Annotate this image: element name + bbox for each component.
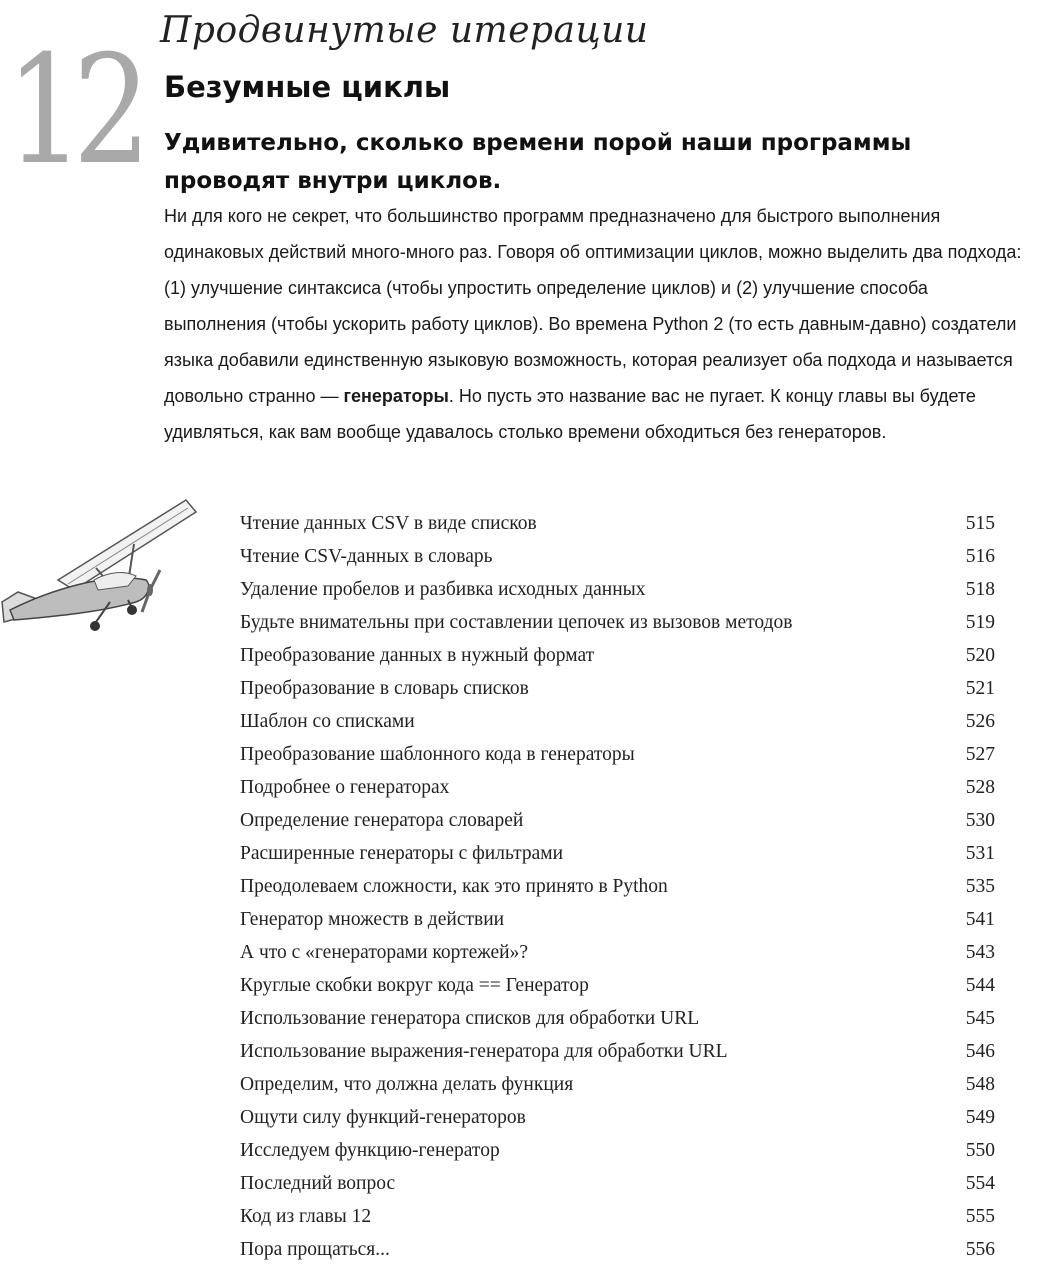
toc-entry[interactable]	[240, 837, 1000, 870]
toc-entry[interactable]	[240, 1002, 1000, 1035]
toc-entry-title: Использование генератора списков для обработки URL	[240, 1007, 700, 1029]
chapter-number: 12	[6, 24, 140, 198]
toc-entry-page: 526	[965, 710, 995, 732]
toc-entry[interactable]	[240, 1200, 1000, 1233]
toc-entry[interactable]	[240, 870, 1000, 903]
toc-entry-page: 521	[965, 677, 995, 699]
toc-entry[interactable]	[240, 1134, 1000, 1167]
toc-entry-page: 530	[965, 809, 995, 831]
toc-entry[interactable]	[240, 1233, 1000, 1266]
toc-entry-title: Генератор множеств в действии	[240, 908, 505, 930]
toc-entry[interactable]	[240, 1035, 1000, 1068]
toc-entry[interactable]	[240, 804, 1000, 837]
intro-bold-term: генераторы	[343, 386, 449, 406]
toc-entry-title: Чтение данных CSV в виде списков	[240, 512, 537, 534]
toc-entry[interactable]	[240, 705, 1000, 738]
toc-entry-page: 554	[965, 1172, 995, 1194]
toc-entry-page: 535	[965, 875, 995, 897]
toc-entry-title: Преобразование шаблонного кода в генераторы	[240, 743, 635, 765]
toc-entry[interactable]	[240, 639, 1000, 672]
toc-entry[interactable]	[240, 936, 1000, 969]
toc-entry-page: 528	[965, 776, 995, 798]
toc-entry-page: 519	[965, 611, 995, 633]
toc-entry-title: А что с «генераторами кортежей»?	[240, 941, 529, 963]
toc-entry[interactable]	[240, 903, 1000, 936]
toc-entry-title: Код из главы 12	[240, 1205, 372, 1227]
toc-entry-title: Чтение CSV-данных в словарь	[240, 545, 493, 567]
toc-entry-page: 556	[965, 1238, 995, 1260]
toc-entry-page: 544	[965, 974, 995, 996]
toc-entry-page: 531	[965, 842, 995, 864]
toc-entry[interactable]	[240, 672, 1000, 705]
toc-entry-title: Удаление пробелов и разбивка исходных данных	[240, 578, 646, 600]
toc-entry-page: 550	[965, 1139, 995, 1161]
toc-entry[interactable]	[240, 1068, 1000, 1101]
toc-entry-title: Будьте внимательны при составлении цепочек из вызовов методов	[240, 611, 793, 633]
toc-entry[interactable]	[240, 606, 1000, 639]
toc-entry-page: 546	[965, 1040, 995, 1062]
toc-entry-title: Преодолеваем сложности, как это принято в Python	[240, 875, 668, 897]
intro-text-end: . Но пусть это название вас не пугает. К концу главы вы будете удивляться, как вам вообще удавалось столько времени обходиться без генераторов.	[164, 386, 976, 442]
chapter-subtitle: Удивительно, сколько времени порой наши программы проводят внутри циклов.	[164, 130, 912, 194]
toc-entry-page: 518	[965, 578, 995, 600]
toc-entry-title: Преобразование в словарь списков	[240, 677, 529, 699]
intro-text: Ни для кого не секрет, что большинство программ предназначено для быстрого выполнения одинаковых действий много-много раз. Говоря об оптимизации циклов, можно выделить два подхода: (1) улучшение синтаксиса (чтобы упростить определение циклов) и (2) улучшение способа выполнения (чтобы ускорить работу циклов). Во времена Python 2 (то есть давным-давно) создатели языка добавили единственную языковую возможность, которая реализует оба подхода и называется довольно странно —	[164, 206, 1022, 406]
toc-entry[interactable]	[240, 1101, 1000, 1134]
toc-entry-page: 520	[965, 644, 995, 666]
chapter-title: Безумные циклы	[164, 70, 451, 104]
toc-entry[interactable]	[240, 540, 1000, 573]
toc-entry-page: 516	[965, 545, 995, 567]
toc-entry-title: Шаблон со списками	[240, 710, 415, 732]
toc-entry-page: 527	[965, 743, 995, 765]
toc-entry[interactable]	[240, 738, 1000, 771]
toc-entry-page: 541	[965, 908, 995, 930]
chapter-label: Продвинутые итерации	[160, 10, 649, 51]
airplane-illustration	[0, 498, 200, 648]
toc-entry-title: Последний вопрос	[240, 1172, 396, 1194]
toc-entry-page: 549	[965, 1106, 995, 1128]
toc-entry[interactable]	[240, 771, 1000, 804]
toc-entry[interactable]	[240, 1167, 1000, 1200]
toc-entry-title: Пора прощаться...	[240, 1238, 390, 1260]
toc-entry-title: Использование выражения-генератора для обработки URL	[240, 1040, 728, 1062]
toc-entry-page: 545	[965, 1007, 995, 1029]
toc-entry[interactable]	[240, 573, 1000, 606]
toc-entry-page: 548	[965, 1073, 995, 1095]
toc-entry[interactable]	[240, 969, 1000, 1002]
toc-entry-title: Определение генератора словарей	[240, 809, 524, 831]
toc-entry-title: Расширенные генераторы с фильтрами	[240, 842, 564, 864]
toc-entry-title: Определим, что должна делать функция	[240, 1073, 574, 1095]
toc-entry-title: Подробнее о генераторах	[240, 776, 450, 798]
toc-entry-page: 515	[965, 512, 995, 534]
toc-entry-title: Преобразование данных в нужный формат	[240, 644, 595, 666]
table-of-contents	[240, 507, 1000, 1266]
toc-entry-title: Круглые скобки вокруг кода == Генератор	[240, 974, 589, 996]
intro-paragraph	[164, 198, 1034, 450]
toc-entry[interactable]	[240, 507, 1000, 540]
toc-entry-title: Исследуем функцию-генератор	[240, 1139, 500, 1161]
toc-entry-page: 555	[965, 1205, 995, 1227]
toc-entry-page: 543	[965, 941, 995, 963]
toc-entry-title: Ощути силу функций-генераторов	[240, 1106, 526, 1128]
